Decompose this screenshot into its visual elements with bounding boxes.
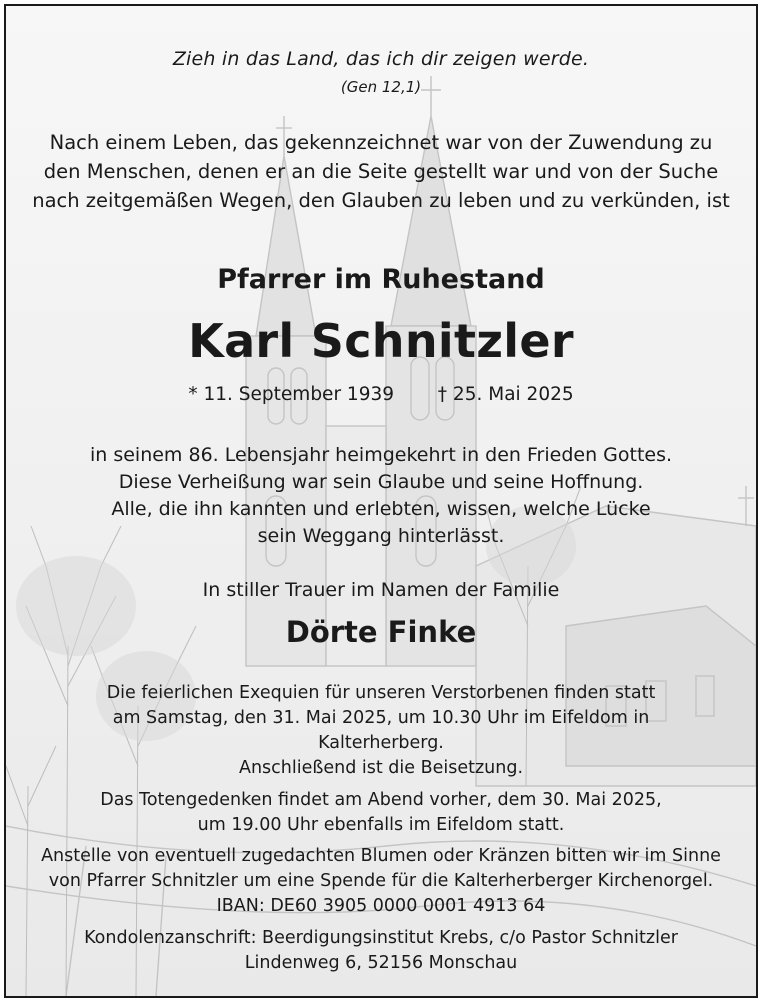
obituary-card — [4, 4, 758, 998]
condolence-line: Lindenweg 6, 52156 Monschau — [244, 953, 518, 973]
deceased-name: Karl Schnitzler — [188, 314, 574, 368]
details-line: Kalterherberg. — [318, 733, 444, 753]
bible-reference: (Gen 12,1) — [340, 78, 422, 96]
details-line: Anschließend ist die Beisetzung. — [238, 758, 524, 778]
condolence-line: Kondolenzanschrift: Beerdigungsinstitut Krebs, c/o Pastor Schnitzler — [84, 928, 678, 948]
deceased-title: Pfarrer im Ruhestand — [217, 264, 545, 295]
life-dates — [6, 384, 756, 405]
mourning-intro: In stiller Trauer im Namen der Familie — [202, 579, 560, 601]
details-line: Die feierlichen Exequien für unseren Verstorbenen finden statt — [106, 683, 656, 703]
birth-date: * 11. September 1939 — [188, 384, 395, 405]
death-date: † 25. Mai 2025 — [437, 384, 574, 405]
iban-line: IBAN: DE60 3905 0000 0001 4913 64 — [216, 896, 546, 916]
message-line: Diese Verheißung war sein Glaube und seine Hoffnung. — [118, 471, 644, 493]
details-line: um 19.00 Uhr ebenfalls im Eifeldom statt. — [197, 815, 565, 835]
bible-verse: Zieh in das Land, das ich dir zeigen werde. — [172, 48, 590, 70]
intro-line: den Menschen, denen er an die Seite gestellt war und von der Suche — [43, 160, 719, 183]
details-line: am Samstag, den 31. Mai 2025, um 10.30 Uhr im Eifeldom in — [112, 708, 650, 728]
details-line: Anstelle von eventuell zugedachten Blumen oder Kränzen bitten wir im Sinne — [41, 846, 721, 866]
message-line: sein Weggang hinterlässt. — [257, 525, 505, 547]
message-line: Alle, die ihn kannten und erlebten, wissen, welche Lücke — [111, 498, 651, 520]
intro-line: Nach einem Leben, das gekennzeichnet war von der Zuwendung zu — [49, 131, 713, 154]
intro-line: nach zeitgemäßen Wegen, den Glauben zu leben und zu verkünden, ist — [32, 189, 730, 212]
details-line: Das Totengedenken findet am Abend vorher, dem 30. Mai 2025, — [100, 790, 662, 810]
mourner-name: Dörte Finke — [285, 615, 477, 649]
message-line: in seinem 86. Lebensjahr heimgekehrt in den Frieden Gottes. — [89, 444, 673, 466]
details-line: von Pfarrer Schnitzler um eine Spende für die Kalterherberger Kirchenorgel. — [48, 871, 714, 891]
